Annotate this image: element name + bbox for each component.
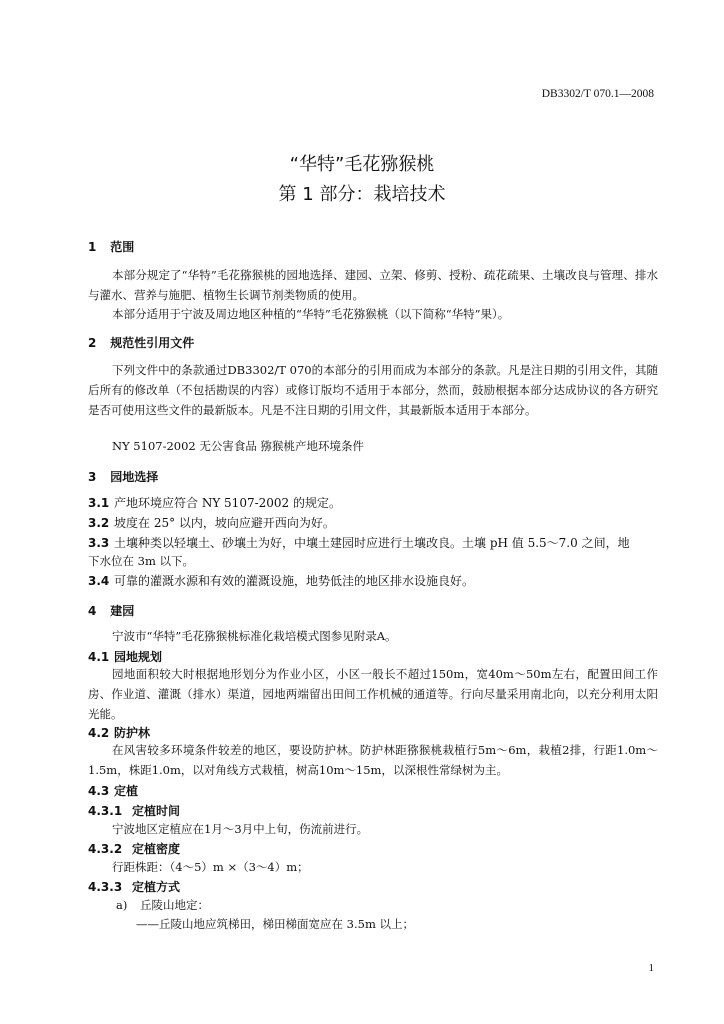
dash-list-item: ——丘陵山地应筑梯田，梯田梯面宽应在 3.5m 以上； (136, 917, 415, 931)
section-number: 1 (88, 240, 97, 254)
page-number: 1 (648, 962, 654, 974)
subsection-4-1-text: 园地面积较大时根据地形划分为作业小区，小区一般长不超过150m，宽40m～50m左右，配置田间工作房、作业道、灌溉（排水）渠道，园地两端留出田间工作机械的通道等。行向尽量采用南北向，以充分利用太阳光能。 (88, 667, 658, 721)
clause-number: 4.3.2 (88, 842, 123, 856)
clause-text: 可靠的灌溉水源和有效的灌溉设施，地势低洼的地区排水设施良好。 (114, 574, 475, 588)
clause-title: 定植 (114, 784, 139, 798)
section-3-heading (88, 468, 158, 485)
list-item-text: 丘陵山地定： (140, 898, 209, 912)
section-number: 2 (88, 336, 97, 350)
normative-reference: NY 5107-2002 无公害食品 猕猴桃产地环境条件 (112, 439, 365, 453)
subsection-4-1-heading (88, 648, 162, 665)
clause-text: 产地环境应符合 NY 5107-2002 的规定。 (114, 496, 341, 510)
clause-number: 4.3.1 (88, 804, 123, 818)
section-title: 建园 (110, 604, 135, 618)
clause-number: 4.2 (88, 726, 110, 740)
section-title: 范围 (110, 240, 135, 254)
section-1-paragraph-2: 本部分适用于宁波及周边地区种植的“华特”毛花猕猴桃（以下简称“华特”果）。 (112, 307, 510, 321)
clause-title: 定植密度 (132, 842, 181, 856)
clause-number: 4.3 (88, 784, 110, 798)
list-item-label: a) (116, 898, 128, 912)
section-4-intro: 宁波市“华特”毛花猕猴桃标准化栽培模式图参见附录A。 (112, 629, 397, 643)
clause-text: 土壤种类以轻壤土、砂壤土为好，中壤土建园时应进行土壤改良。土壤 pH 值 5.5～7.0 之间，地 (114, 536, 630, 550)
section-2-heading (88, 334, 194, 351)
clause-3-1 (88, 494, 341, 511)
clause-number: 3.2 (88, 516, 110, 530)
clause-3-4 (88, 572, 474, 589)
section-1-paragraph-1: 本部分规定了“华特”毛花猕猴桃的园地选择、建园、立架、修剪、授粉、疏花疏果、土壤改良与管理、排水与灌水、营养与施肥、植物生长调节剂类物质的使用。 (88, 268, 658, 302)
clause-number: 3.4 (88, 574, 110, 588)
clause-title: 园地规划 (114, 650, 163, 664)
clause-3-3-continued: 下水位在 3m 以下。 (88, 554, 195, 568)
clause-number: 4.1 (88, 650, 110, 664)
section-1-heading (88, 238, 134, 255)
section-title: 规范性引用文件 (110, 336, 195, 350)
document-title-line1: “华特”毛花猕猴桃 (289, 154, 435, 175)
section-title: 园地选择 (110, 470, 159, 484)
clause-text: 坡度在 25° 以内，坡向应避开西向为好。 (114, 516, 335, 530)
section-number: 4 (88, 604, 97, 618)
section-4-heading (88, 602, 134, 619)
clause-3-2 (88, 514, 335, 531)
section-number: 3 (88, 470, 97, 484)
clause-title: 定植方式 (132, 880, 181, 894)
clause-number: 3.1 (88, 496, 110, 510)
clause-title: 定植时间 (132, 804, 181, 818)
clause-number: 3.3 (88, 536, 110, 550)
subsection-4-3-1-text: 宁波地区定植应在1月～3月中上旬，伤流前进行。 (112, 822, 369, 836)
standard-code: DB3302/T 070.1—2008 (541, 88, 654, 100)
clause-number: 4.3.3 (88, 880, 123, 894)
subsection-4-2-heading (88, 724, 150, 741)
subsection-4-3-3-heading (88, 878, 180, 895)
subsection-4-3-heading (88, 782, 138, 799)
subsection-4-3-2-heading (88, 840, 180, 857)
subsection-4-3-1-heading (88, 802, 180, 819)
clause-3-3 (88, 534, 630, 551)
section-2-paragraph: 下列文件中的条款通过DB3302/T 070的本部分的引用而成为本部分的条款。凡是注日期的引用文件，其随后所有的修改单（不包括勘误的内容）或修订版均不适用于本部分，然而，鼓励根据本部分达成协议的各方研究是否可使用这些文件的最新版本。凡是不注日期的引用文件，其最新版本适用于本部分。 (88, 363, 658, 417)
clause-title: 防护林 (114, 726, 151, 740)
list-item-a (116, 897, 209, 913)
document-title-line2: 第 1 部分：栽培技术 (278, 184, 446, 205)
subsection-4-3-2-text: 行距株距：（4～5）m ×（3～4）m； (112, 860, 309, 874)
subsection-4-2-text: 在风害较多环境条件较差的地区，要设防护林。防护林距猕猴桃栽植行5m～6m，栽植2排，行距1.0m～1.5m，株距1.0m，以对角线方式栽植，树高10m～15m，以深根性常绿树为主。 (88, 743, 658, 777)
